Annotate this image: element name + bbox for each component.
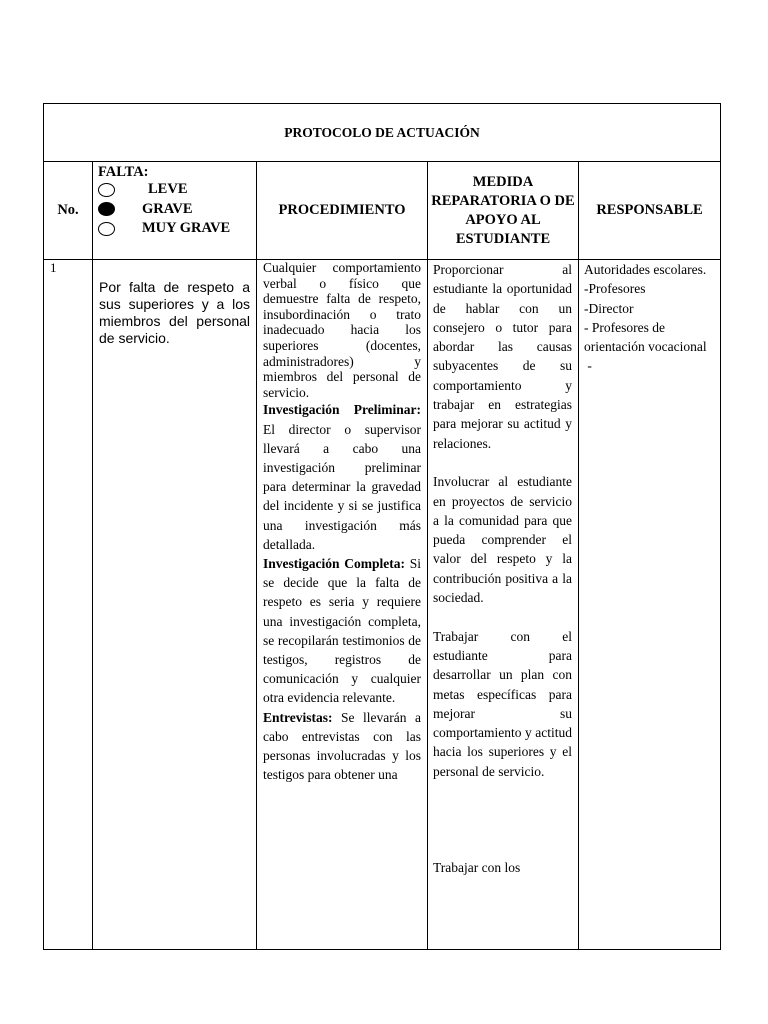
radio-empty-icon[interactable] <box>98 183 115 197</box>
radio-filled-icon[interactable] <box>98 202 115 216</box>
falta-option-grave[interactable] <box>98 200 256 220</box>
responsable-item: - Profesores de orientación vocacional <box>584 319 707 355</box>
responsable-cell <box>579 260 721 950</box>
medida-item: Trabajar con los <box>433 860 521 876</box>
falta-option-label: GRAVE <box>142 200 193 217</box>
row-number: 1 <box>44 260 93 950</box>
title-row <box>44 104 721 162</box>
medida-cell <box>428 260 579 950</box>
step-text: El director o supervisor llevará a cabo una investigación preliminar para determinar la gravedad del incidente y si se justifica una investigación más detallada. <box>263 421 421 552</box>
step-text: Se llevarán a cabo entrevistas con las personas involucradas y los testigos para obtener una <box>263 709 421 783</box>
step-heading: Entrevistas: <box>263 709 333 725</box>
step-heading: Investigación Preliminar: <box>263 402 421 418</box>
medida-item: Proporcionar al estudiante la oportunidad de hablar con un consejero o tutor para abordar las causas subyacentes de su comportamiento y trabajar en estrategias para mejorar su actitud y relaciones. <box>433 262 572 451</box>
responsable-item: -Director <box>584 300 634 316</box>
step-text: Si se decide que la falta de respeto es seria y requiere una investigación completa, se recopilarán testimonios de testigos, registros de comunicación y cualquier otra evidencia relevante. <box>263 555 421 706</box>
responsable-item: -Profesores <box>584 281 646 297</box>
falta-option-label: LEVE <box>148 181 188 198</box>
header-falta <box>93 162 257 260</box>
table-row <box>44 260 721 950</box>
header-row <box>44 162 721 260</box>
responsable-item: - <box>584 358 592 374</box>
step-heading: Investigación Completa: <box>263 555 405 571</box>
responsable-item: Autoridades escolares. <box>584 262 707 277</box>
protocol-table <box>43 103 721 950</box>
procedimiento-step <box>263 554 421 708</box>
header-medida: MEDIDA REPARATORIA O DE APOYO AL ESTUDIANTE <box>428 162 579 260</box>
procedimiento-step <box>263 708 421 785</box>
falta-description: Por falta de respeto a sus superiores y a los miembros del personal de servicio. <box>93 260 257 950</box>
falta-option-muy-grave[interactable] <box>98 219 256 239</box>
falta-label: FALTA: <box>98 164 149 180</box>
falta-option-leve[interactable] <box>98 180 256 200</box>
medida-item: Trabajar con el estudiante para desarrollar un plan con metas específicas para mejorar su comportamiento y actitud hacia los superiores y el personal de servicio. <box>433 628 572 779</box>
header-responsable: RESPONSABLE <box>579 162 721 260</box>
radio-empty-icon[interactable] <box>98 222 115 236</box>
medida-item: Involucrar al estudiante en proyectos de servicio a la comunidad para que pueda comprender el valor del respeto y la contribución positiva a la sociedad. <box>433 474 572 606</box>
table-title: PROTOCOLO DE ACTUACIÓN <box>44 104 721 162</box>
header-procedimiento: PROCEDIMIENTO <box>257 162 428 260</box>
procedimiento-intro: Cualquier comportamiento verbal o físico que demuestre falta de respeto, insubordinación o trato inadecuado hacia los superiores (docentes, administradores) y miembros del personal de servicio. <box>263 260 421 400</box>
falta-option-label: MUY GRAVE <box>142 220 231 237</box>
header-no: No. <box>44 162 93 260</box>
procedimiento-step <box>263 400 421 554</box>
procedimiento-cell <box>257 260 428 950</box>
